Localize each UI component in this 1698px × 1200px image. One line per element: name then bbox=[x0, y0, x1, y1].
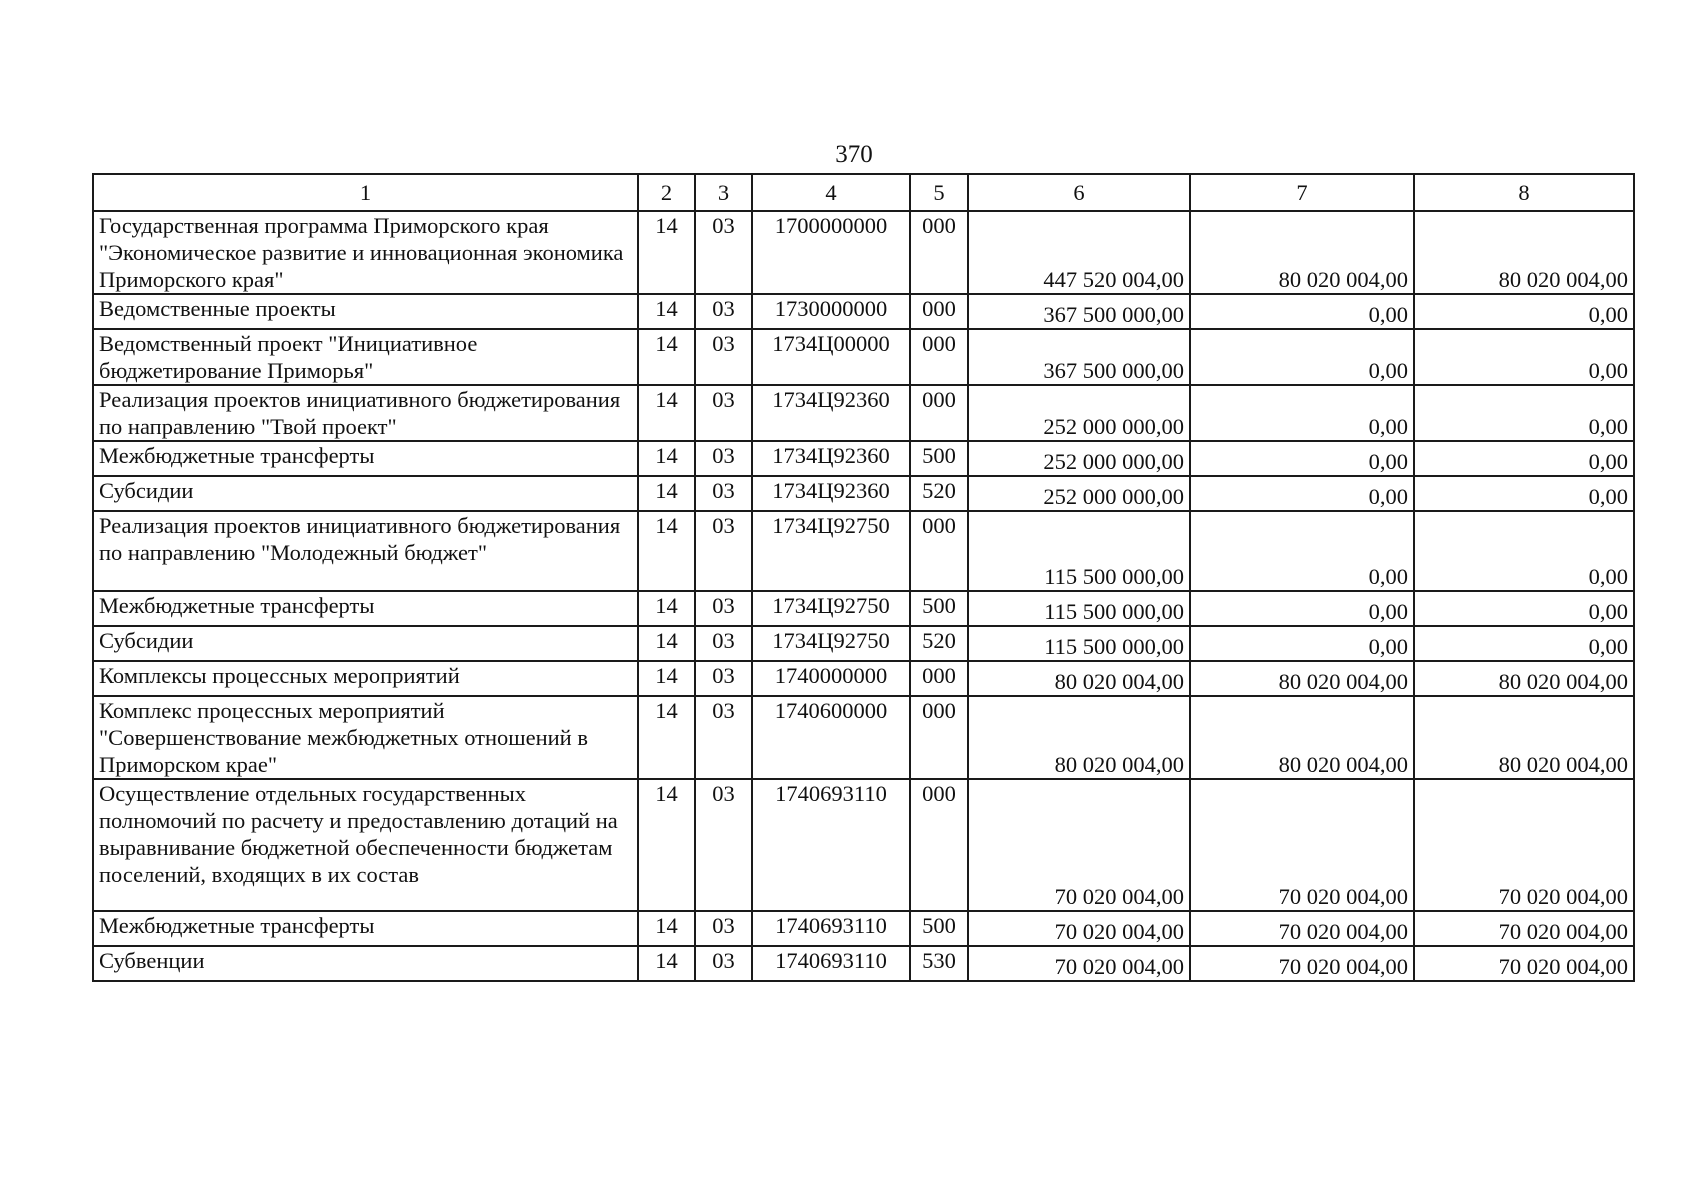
target-article-code: 1740693110 bbox=[752, 911, 910, 946]
column-header: 2 bbox=[638, 174, 695, 211]
row-name: Субсидии bbox=[93, 626, 638, 661]
subsection-code: 03 bbox=[695, 294, 752, 329]
amount-col-8: 0,00 bbox=[1414, 626, 1634, 661]
target-article-code: 1734Ц00000 bbox=[752, 329, 910, 385]
section-code: 14 bbox=[638, 511, 695, 591]
subsection-code: 03 bbox=[695, 696, 752, 779]
amount-col-8: 80 020 004,00 bbox=[1414, 211, 1634, 294]
amount-col-7: 70 020 004,00 bbox=[1190, 779, 1414, 911]
column-header: 5 bbox=[910, 174, 968, 211]
amount-col-7: 0,00 bbox=[1190, 626, 1414, 661]
row-name: Реализация проектов инициативного бюджетирования по направлению "Молодежный бюджет" bbox=[93, 511, 638, 591]
amount-col-8: 70 020 004,00 bbox=[1414, 779, 1634, 911]
amount-col-8: 80 020 004,00 bbox=[1414, 661, 1634, 696]
row-name: Ведомственный проект "Инициативное бюджетирование Приморья" bbox=[93, 329, 638, 385]
row-name: Комплексы процессных мероприятий bbox=[93, 661, 638, 696]
amount-col-8: 0,00 bbox=[1414, 441, 1634, 476]
target-article-code: 1734Ц92360 bbox=[752, 385, 910, 441]
amount-col-6: 70 020 004,00 bbox=[968, 911, 1190, 946]
amount-col-7: 80 020 004,00 bbox=[1190, 696, 1414, 779]
section-code: 14 bbox=[638, 294, 695, 329]
subsection-code: 03 bbox=[695, 591, 752, 626]
amount-col-6: 252 000 000,00 bbox=[968, 385, 1190, 441]
target-article-code: 1740000000 bbox=[752, 661, 910, 696]
amount-col-7: 0,00 bbox=[1190, 476, 1414, 511]
subsection-code: 03 bbox=[695, 211, 752, 294]
subsection-code: 03 bbox=[695, 626, 752, 661]
table-row bbox=[93, 591, 1634, 626]
target-article-code: 1740693110 bbox=[752, 946, 910, 981]
table-row bbox=[93, 626, 1634, 661]
section-code: 14 bbox=[638, 661, 695, 696]
expense-type-code: 530 bbox=[910, 946, 968, 981]
expense-type-code: 000 bbox=[910, 696, 968, 779]
column-header: 7 bbox=[1190, 174, 1414, 211]
table-row bbox=[93, 696, 1634, 779]
amount-col-6: 70 020 004,00 bbox=[968, 779, 1190, 911]
amount-col-6: 80 020 004,00 bbox=[968, 661, 1190, 696]
expense-type-code: 520 bbox=[910, 626, 968, 661]
amount-col-8: 0,00 bbox=[1414, 329, 1634, 385]
subsection-code: 03 bbox=[695, 661, 752, 696]
amount-col-8: 0,00 bbox=[1414, 385, 1634, 441]
amount-col-6: 70 020 004,00 bbox=[968, 946, 1190, 981]
row-name: Осуществление отдельных государственных полномочий по расчету и предоставлению дотаций на выравнивание бюджетной обеспеченности бюджетам поселений, входящих в их состав bbox=[93, 779, 638, 911]
table-body bbox=[93, 211, 1634, 981]
section-code: 14 bbox=[638, 591, 695, 626]
subsection-code: 03 bbox=[695, 911, 752, 946]
amount-col-6: 252 000 000,00 bbox=[968, 441, 1190, 476]
amount-col-8: 0,00 bbox=[1414, 476, 1634, 511]
expense-type-code: 000 bbox=[910, 211, 968, 294]
subsection-code: 03 bbox=[695, 946, 752, 981]
budget-table bbox=[92, 173, 1635, 982]
amount-col-8: 70 020 004,00 bbox=[1414, 946, 1634, 981]
expense-type-code: 520 bbox=[910, 476, 968, 511]
amount-col-6: 80 020 004,00 bbox=[968, 696, 1190, 779]
table-row bbox=[93, 211, 1634, 294]
expense-type-code: 500 bbox=[910, 911, 968, 946]
header-row bbox=[93, 174, 1634, 211]
target-article-code: 1734Ц92360 bbox=[752, 476, 910, 511]
amount-col-8: 0,00 bbox=[1414, 591, 1634, 626]
amount-col-6: 252 000 000,00 bbox=[968, 476, 1190, 511]
table-row bbox=[93, 294, 1634, 329]
section-code: 14 bbox=[638, 779, 695, 911]
target-article-code: 1734Ц92360 bbox=[752, 441, 910, 476]
row-name: Субвенции bbox=[93, 946, 638, 981]
subsection-code: 03 bbox=[695, 329, 752, 385]
table-row bbox=[93, 385, 1634, 441]
target-article-code: 1740693110 bbox=[752, 779, 910, 911]
amount-col-7: 70 020 004,00 bbox=[1190, 946, 1414, 981]
expense-type-code: 500 bbox=[910, 441, 968, 476]
target-article-code: 1734Ц92750 bbox=[752, 591, 910, 626]
section-code: 14 bbox=[638, 946, 695, 981]
target-article-code: 1734Ц92750 bbox=[752, 626, 910, 661]
amount-col-8: 80 020 004,00 bbox=[1414, 696, 1634, 779]
section-code: 14 bbox=[638, 626, 695, 661]
section-code: 14 bbox=[638, 211, 695, 294]
row-name: Межбюджетные трансферты bbox=[93, 441, 638, 476]
amount-col-7: 0,00 bbox=[1190, 385, 1414, 441]
column-header: 6 bbox=[968, 174, 1190, 211]
column-header: 3 bbox=[695, 174, 752, 211]
amount-col-7: 0,00 bbox=[1190, 329, 1414, 385]
table-row bbox=[93, 476, 1634, 511]
expense-type-code: 000 bbox=[910, 385, 968, 441]
column-header: 4 bbox=[752, 174, 910, 211]
table-row bbox=[93, 441, 1634, 476]
row-name: Государственная программа Приморского края "Экономическое развитие и инновационная экономика Приморского края" bbox=[93, 211, 638, 294]
subsection-code: 03 bbox=[695, 476, 752, 511]
column-header: 8 bbox=[1414, 174, 1634, 211]
subsection-code: 03 bbox=[695, 441, 752, 476]
amount-col-8: 0,00 bbox=[1414, 294, 1634, 329]
amount-col-7: 0,00 bbox=[1190, 441, 1414, 476]
row-name: Ведомственные проекты bbox=[93, 294, 638, 329]
section-code: 14 bbox=[638, 696, 695, 779]
expense-type-code: 000 bbox=[910, 294, 968, 329]
amount-col-6: 447 520 004,00 bbox=[968, 211, 1190, 294]
target-article-code: 1734Ц92750 bbox=[752, 511, 910, 591]
amount-col-8: 70 020 004,00 bbox=[1414, 911, 1634, 946]
table-row bbox=[93, 779, 1634, 911]
expense-type-code: 000 bbox=[910, 779, 968, 911]
amount-col-7: 80 020 004,00 bbox=[1190, 661, 1414, 696]
row-name: Субсидии bbox=[93, 476, 638, 511]
row-name: Межбюджетные трансферты bbox=[93, 911, 638, 946]
target-article-code: 1730000000 bbox=[752, 294, 910, 329]
table-header bbox=[93, 174, 1634, 211]
target-article-code: 1700000000 bbox=[752, 211, 910, 294]
subsection-code: 03 bbox=[695, 511, 752, 591]
row-name: Межбюджетные трансферты bbox=[93, 591, 638, 626]
amount-col-6: 367 500 000,00 bbox=[968, 294, 1190, 329]
expense-type-code: 500 bbox=[910, 591, 968, 626]
table-row bbox=[93, 911, 1634, 946]
expense-type-code: 000 bbox=[910, 511, 968, 591]
page-number: 370 bbox=[835, 141, 873, 168]
amount-col-7: 80 020 004,00 bbox=[1190, 211, 1414, 294]
amount-col-6: 115 500 000,00 bbox=[968, 626, 1190, 661]
table-row bbox=[93, 329, 1634, 385]
row-name: Комплекс процессных мероприятий "Совершенствование межбюджетных отношений в Приморском крае" bbox=[93, 696, 638, 779]
amount-col-7: 0,00 bbox=[1190, 511, 1414, 591]
amount-col-8: 0,00 bbox=[1414, 511, 1634, 591]
subsection-code: 03 bbox=[695, 385, 752, 441]
expense-type-code: 000 bbox=[910, 661, 968, 696]
amount-col-7: 70 020 004,00 bbox=[1190, 911, 1414, 946]
amount-col-6: 115 500 000,00 bbox=[968, 511, 1190, 591]
column-header: 1 bbox=[93, 174, 638, 211]
target-article-code: 1740600000 bbox=[752, 696, 910, 779]
section-code: 14 bbox=[638, 911, 695, 946]
amount-col-7: 0,00 bbox=[1190, 591, 1414, 626]
row-name: Реализация проектов инициативного бюджетирования по направлению "Твой проект" bbox=[93, 385, 638, 441]
table-row bbox=[93, 661, 1634, 696]
section-code: 14 bbox=[638, 441, 695, 476]
table-row bbox=[93, 946, 1634, 981]
amount-col-6: 115 500 000,00 bbox=[968, 591, 1190, 626]
amount-col-7: 0,00 bbox=[1190, 294, 1414, 329]
section-code: 14 bbox=[638, 385, 695, 441]
section-code: 14 bbox=[638, 476, 695, 511]
subsection-code: 03 bbox=[695, 779, 752, 911]
amount-col-6: 367 500 000,00 bbox=[968, 329, 1190, 385]
section-code: 14 bbox=[638, 329, 695, 385]
table-row bbox=[93, 511, 1634, 591]
expense-type-code: 000 bbox=[910, 329, 968, 385]
